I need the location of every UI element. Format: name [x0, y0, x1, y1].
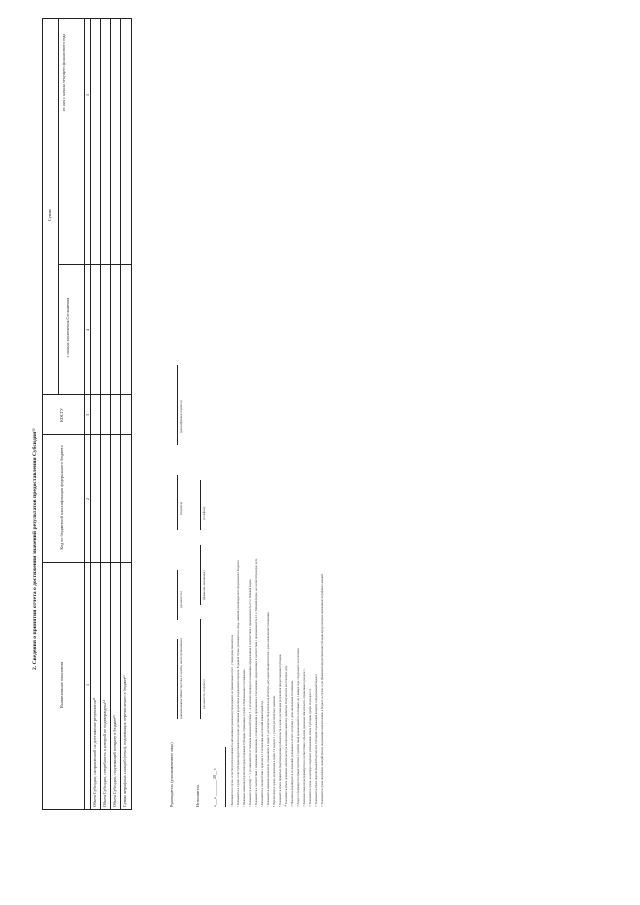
col-number: 1 — [84, 683, 90, 687]
signature-caption: (подпись) — [179, 501, 183, 515]
col-number: 5 — [84, 93, 90, 97]
footnote: ¹² Раздел 2 формируется Министерством, Службой, иной организацией по состоянию на 1 января года, следующего за отчетным. — [296, 647, 300, 807]
footnote: ¹ Заполняется в случае, если Получателем являются автономным (казенным) учреждением, не финансовым отчет - утверждены показатели. — [230, 634, 234, 807]
footnote: ³ Плановые значения результатов предоставления Субсидии, отраженные в графе 6 Приложения к Соглашению. — [242, 668, 246, 807]
head-label: Руководитель (уполномоченное лицо) — [169, 742, 174, 807]
executor-position-caption: (должность, подпись) — [202, 679, 206, 709]
footnote: ⁹ Указывается объем принятых (подтвержденных) обязательств, в целях достижения результатов предоставления Субсидии. — [278, 653, 282, 807]
position-caption: (должность) — [179, 591, 183, 608]
footnote: ¹³ Значение показателя формируется в соответствии с объемом денежных обязательств, отраженных в разделе 1. — [302, 668, 306, 807]
footnote: ⁷ Указывается значение показателя, отраженного в графе 3, достигнутое Получателем на отчетную дату нарастающим итогом с даты заключения Соглашения. — [266, 611, 270, 807]
col-number: 3 — [84, 413, 90, 417]
footnote: ¹⁶ Указывается сумма штрафных санкций (пени), подлежащих перечислению в бюджет, в случае, если Правилами предоставления субсидии предусмотрено применение штрафных санкций. — [320, 573, 324, 807]
footnote: ⁸ Перечисляется сумма, отраженная в графе 3 в разделе 1 с учетом достигнутого значения. — [272, 695, 276, 807]
section-title: 2. Сведения о принятии отчета о достижении значений результатов предоставления Субсидии¹² — [32, 428, 38, 670]
header-sum-from-start: с начала заключения Соглашения — [65, 297, 70, 358]
executor-name-caption: (фамилия, инициалы) — [202, 570, 206, 600]
footnote: ⁶ Заполняется в соответствии с пунктом 2.1 Соглашения на отчетный финансовый год. — [260, 700, 264, 807]
row-label: Объем Субсидии, направленной на достижение результатов¹³ — [92, 697, 97, 807]
footnote: ² Указывается в случае, если Субсидия предоставляется в целях достижения результатов федерального проекта. В данной строке указывается в «Код» значение рекомендуемого федерального бюджета. — [236, 559, 240, 807]
header-code: Код по бюджетной классификации федерального бюджета — [59, 445, 64, 550]
footnote: ⁵ Указывается в соответствии с плановыми значениями, установленными в приложении к Соглашению, оформленным в соответствии с приложением № 2.1 к Типовой форме, на соответствующую дату. — [254, 558, 258, 807]
footnote: ⁴ Указывается на графу 7 - 1 (в зависимости от значения показателей графы 5 - 6 отчетного периода в Соглашении, оформленном в соответствии с приложением № 2.1 к Типовой форме. — [248, 578, 252, 807]
row-label: Сумма штрафных санкций (пени), подлежащих перечислению в бюджет¹⁶ — [121, 675, 127, 807]
footnote: ¹⁵ Указывается объем перечисленной Получателем Субсидии, подлежащей возврату в федеральный бюджет. — [314, 673, 318, 807]
row-label: Объем Субсидии, потребность в которой не подтверждена¹⁴ — [102, 700, 107, 807]
header-sum: Сумма — [47, 209, 52, 221]
col-number: 2 — [84, 497, 90, 501]
footnote: ¹⁴ Указывается сумма, на которую подлежит уменьшению объем Субсидии (графа 10 раздела 1). — [308, 688, 312, 807]
executor-label: Исполнитель — [195, 784, 200, 807]
footnote: ¹¹ Показатель формируется из значений, указанных в отчете за период с даты заключения Соглашения. — [290, 680, 294, 807]
header-kosgu: КОСГУ — [59, 408, 64, 422]
date-line: «___» ________ 20__ г. — [212, 767, 217, 807]
footnote: ¹⁰ Указывается объем денежных обязательств (за исключением авансов), принятых Получателем на отчетную дату. — [284, 665, 288, 807]
header-sum-year: из них с начала текущего финансового года — [61, 33, 66, 112]
org-name-caption: (наименование Министерства, Службы, иной организации) — [179, 638, 183, 719]
header-name: Наименование показателя — [59, 661, 64, 709]
executor-phone-caption: (телефон) — [202, 506, 206, 520]
decoding-caption: (расшифровка подписи) — [179, 400, 183, 433]
row-label: Объем Субсидии, подлежащей возврату в бюджет¹⁵ — [112, 715, 117, 807]
col-number: 4 — [84, 328, 90, 332]
